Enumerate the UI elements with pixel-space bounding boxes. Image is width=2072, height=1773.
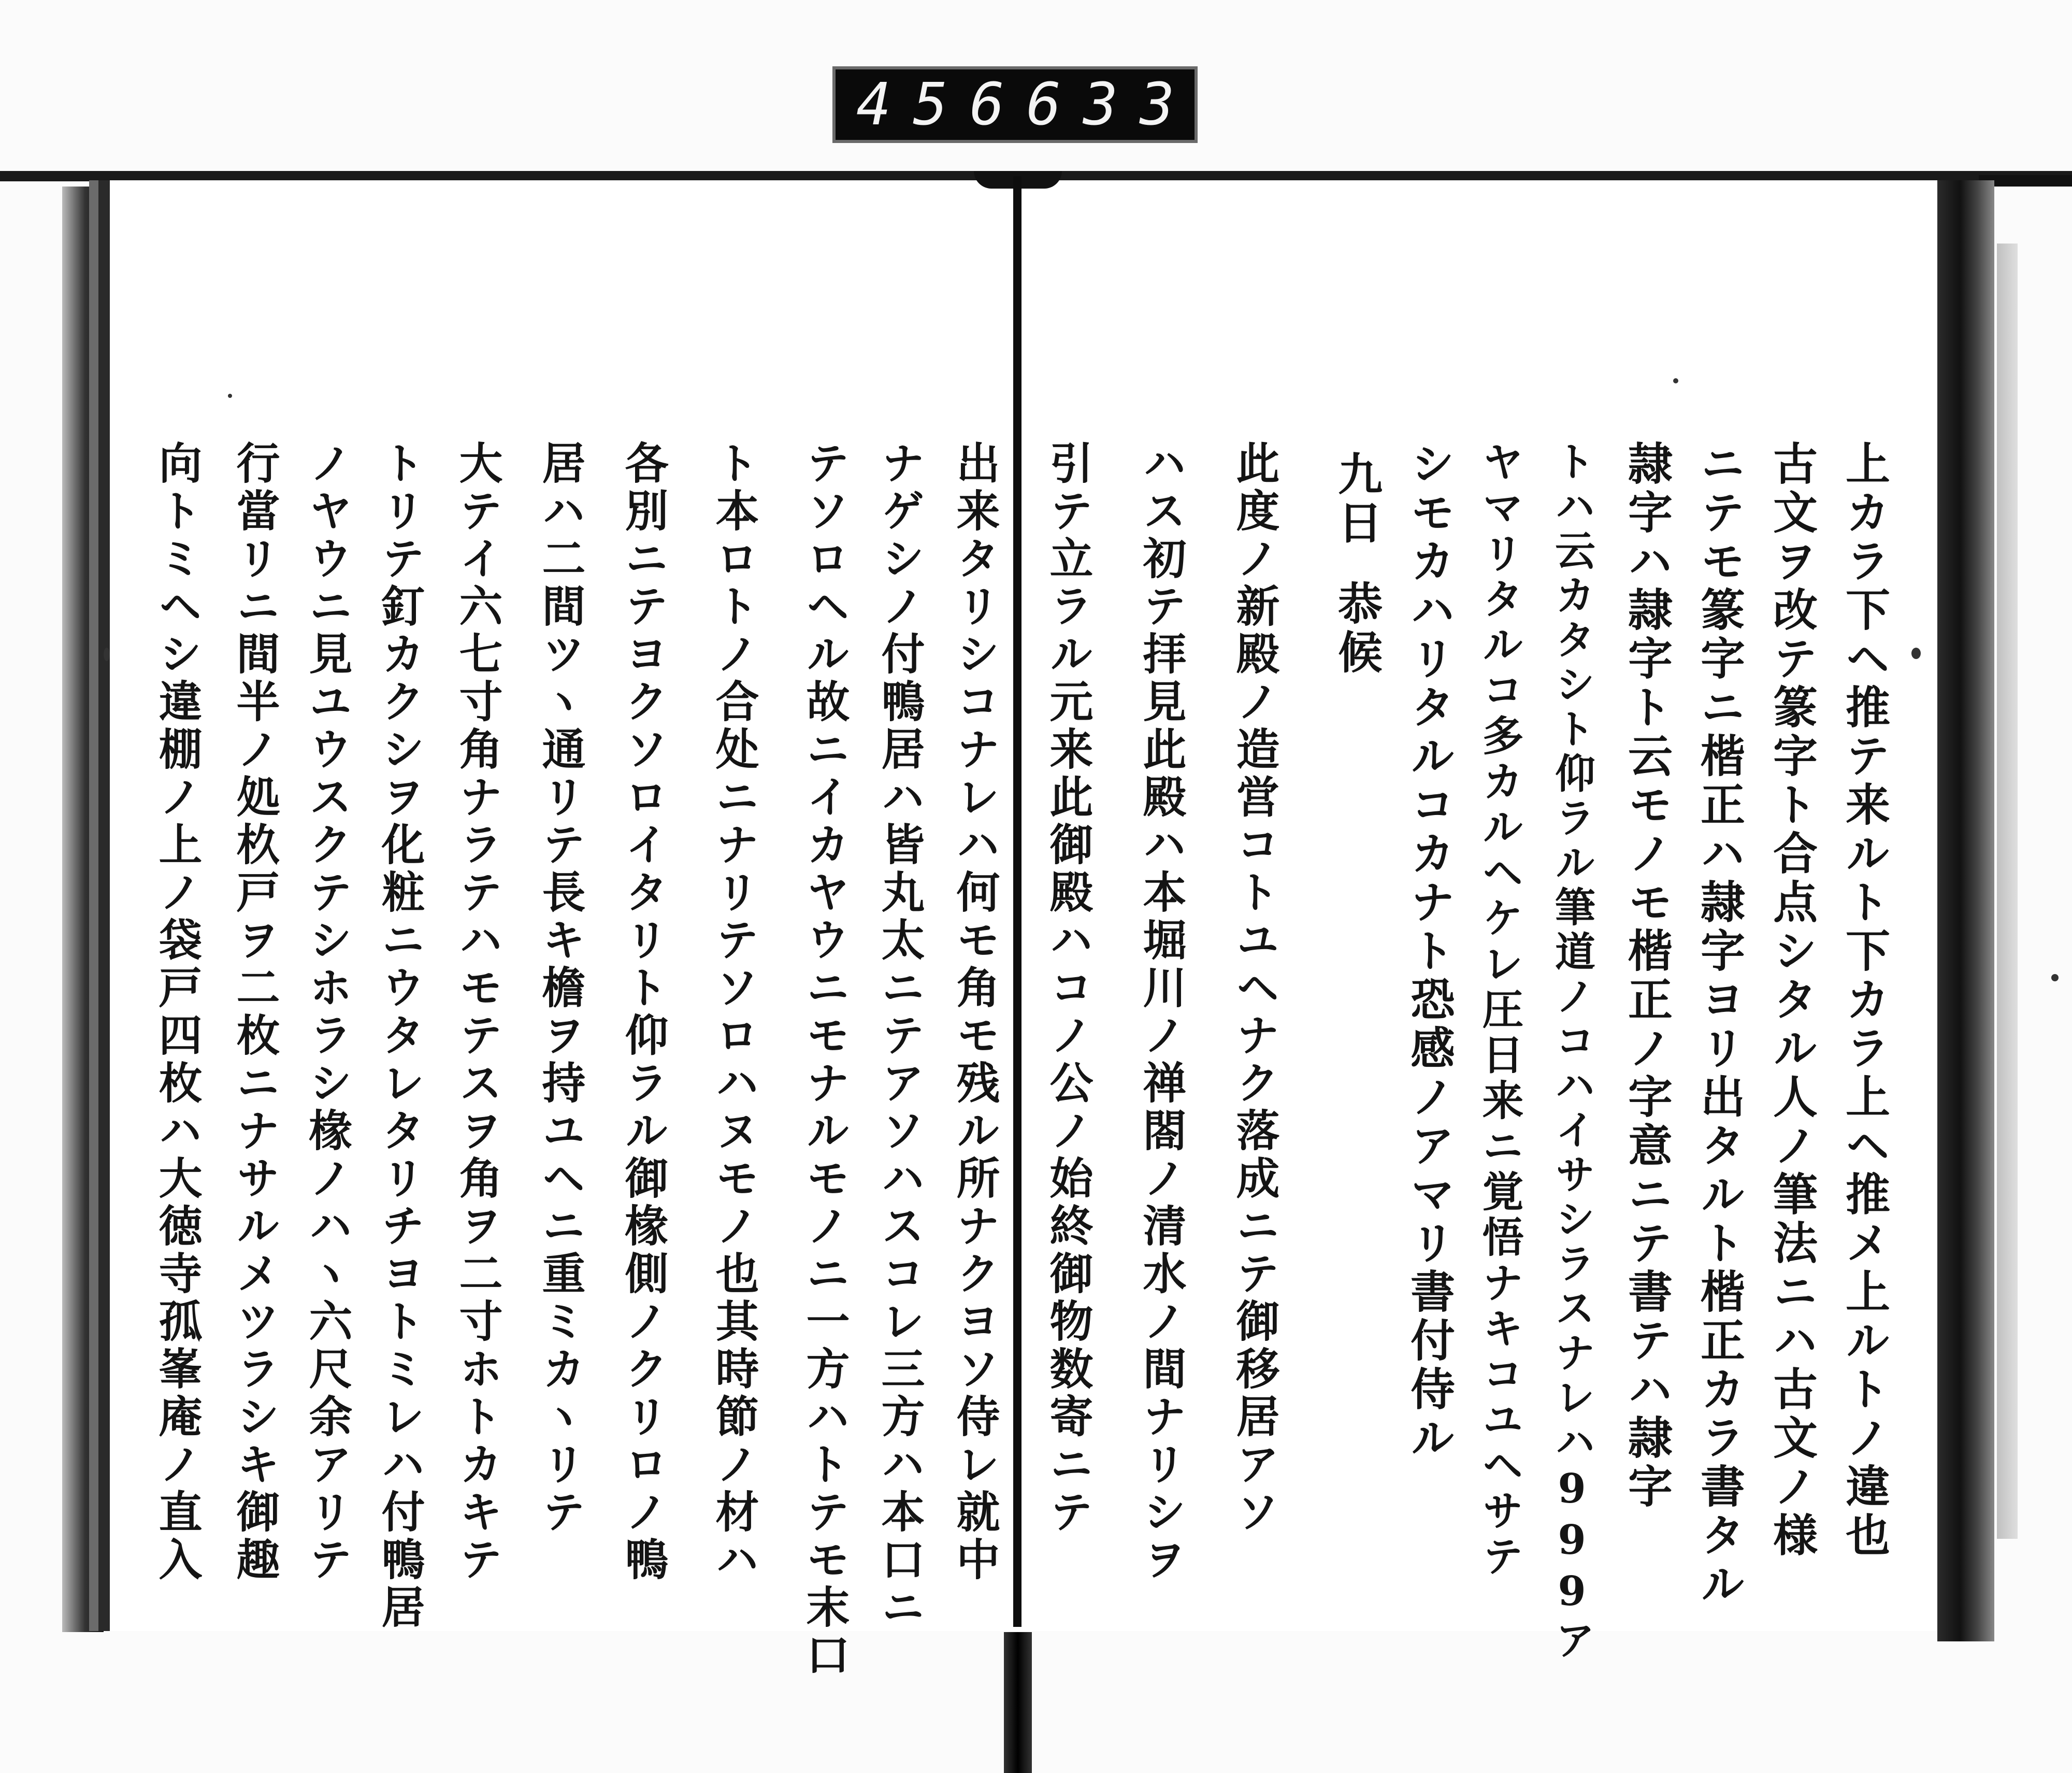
book-right-edge-shadow xyxy=(1997,244,2018,1539)
left-page-column-5: 各別ニテヨクソロイタリト仰ラル御椽側ノクリロノ鴨 xyxy=(618,440,669,1584)
left-page-column-3: テソロヘル故ニイカヤウニモナルモノニ一方ハトテモ末口 xyxy=(799,440,851,1680)
right-page-column-9: ハス初テ拝見此殿ハ本堀川ノ禅閤ノ清水ノ間ナリシヲ xyxy=(1136,440,1187,1584)
catalog-number-label xyxy=(832,66,1198,143)
book-left-edge xyxy=(62,187,104,1632)
right-page-column-1: 上カラ下ヘ推テ来ルト下カラ上ヘ推メ上ルトノ違也 xyxy=(1838,440,1890,1561)
scan-speck xyxy=(228,394,232,398)
right-page-column-7: シモカハリタルコカナト恐感ノアマリ書付侍ル xyxy=(1403,440,1455,1463)
right-page-column-2: 古文ヲ改テ篆字ト合点シタル人ノ筆法ニハ古文ノ様 xyxy=(1765,440,1818,1561)
right-page-column-3: ニテモ篆字ニ楷正ハ隷字ヨリ出タルト楷正カラ書タル xyxy=(1693,440,1745,1609)
catalog-number-left: 456 xyxy=(856,71,1027,138)
left-page-column-7: 大テイ六七寸角ナラテハモテスヲ角ヲ二寸ホトカキテ xyxy=(452,440,503,1584)
left-page-column-9: ノヤウニ見ユウスクテシホラシ椽ノハヽ六尺余アリテ xyxy=(302,440,353,1584)
left-page-column-2: ナゲシノ付鴨居ハ皆丸太ニテアソハスコレ三方ハ本口ニ xyxy=(874,440,926,1632)
catalog-number-right: 633 xyxy=(1026,71,1197,138)
spine-bottom xyxy=(1004,1632,1032,1773)
scan-speck xyxy=(2051,974,2059,981)
book-right-edge xyxy=(1937,180,1994,1641)
right-page-column-8: 此度ノ新殿ノ造営コトユヘナク落成ニテ御移居アソ xyxy=(1229,440,1280,1537)
left-page-column-1: 出来タリシコナレハ何モ角モ残ル所ナクヨソ侍レ就中 xyxy=(949,440,1001,1584)
left-page-column-11: 向トミヘシ違棚ノ上ノ袋戸四枚ハ大徳寺孤峯庵ノ直入 xyxy=(152,440,203,1584)
left-page-column-10: 行當リニ間半ノ処杦戸ヲ二枚ニナサルメツラシキ御趣 xyxy=(229,440,281,1584)
right-page-column-6: ヤマリタルコ多カルヘケレ圧日来ニ覚悟ナキコユヘサテ xyxy=(1475,440,1524,1580)
book-spine xyxy=(1013,176,1021,1627)
left-page-column-8: トリテ釘カクシヲ化粧ニウタレタリチヨトミレハ付鴨居 xyxy=(375,440,426,1632)
scan-speck xyxy=(104,648,110,661)
left-page-column-6: 居ハ二間ツヽ通リテ長キ檐ヲ持ユヘニ重ミカヽリテ xyxy=(535,440,586,1537)
right-page-date: 九日 xyxy=(1330,451,1383,548)
right-page-column-10: 引テ立ラル元来此御殿ハコノ公ノ始終御物数寄ニテ xyxy=(1043,440,1094,1537)
right-page-column-5: トハ云カタシト仰ラル筆道ノコハイサシラスナレハ999ア xyxy=(1548,440,1595,1664)
scan-speck xyxy=(1911,648,1921,659)
scan-speck xyxy=(1673,378,1678,383)
right-page-heading: 恭候 xyxy=(1330,580,1383,678)
right-page-column-4: 隷字ハ隷字ト云モノモ楷正ノ字意ニテ書テハ隷字 xyxy=(1620,440,1673,1512)
left-page-column-4: ト本ロトノ合处ニナリテソロハヌモノ也其時節ノ材ハ xyxy=(709,440,760,1584)
